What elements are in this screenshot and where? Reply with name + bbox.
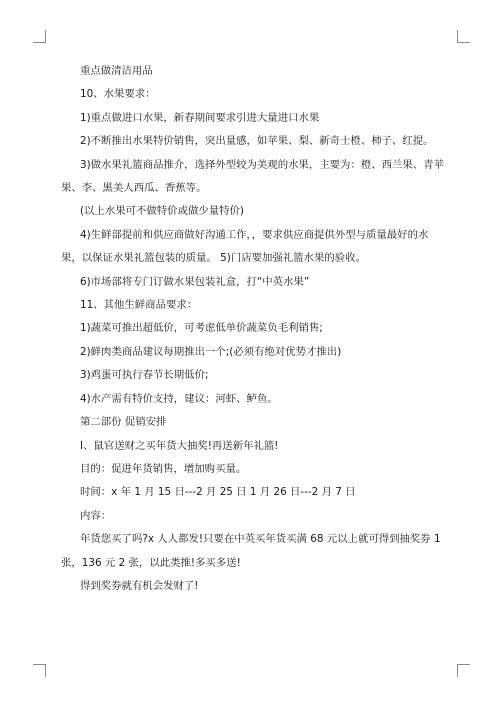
paragraph: 1)蔬菜可推出超低价，可考虑低单价蔬菜负毛利销售;: [80, 322, 323, 335]
paragraph: 年货您买了吗?x 人人都发!只要在中英买年货买满 68 元以上就可得到抽奖券 1 张，136 元 2 张，以此类推!多买多送!: [61, 533, 441, 569]
paragraph: 4)水产需有特价支持，建议：河虾、鲈鱼。: [80, 392, 278, 405]
paragraph: 1)重点做进口水果，新春期间要求引进大量进口水果: [80, 111, 320, 124]
paragraph: 内容：: [80, 509, 112, 522]
paragraph: 时间：x 年 1 月 15 日---2 月 25 日 1 月 26 日---2 月 7 日: [80, 486, 356, 499]
paragraph: 重点做清洁用品: [80, 65, 153, 77]
paragraph: 6)市场部将专门订做水果包装礼盒，打“中英水果”: [80, 275, 310, 288]
paragraph: 目的：促进年货销售，增加购买量。: [80, 462, 247, 475]
paragraph: I、鼠官送财之买年货大抽奖!再送新年礼篮!: [80, 439, 279, 452]
paragraph: 4)生鲜部提前和供应商做好沟通工作，，要求供应商提供外型与质量最好的水果，以保证水果礼篮包装的质量。 5)门店要加强礼篮水果的验收。: [61, 228, 429, 265]
paragraph: 3)做水果礼篮商品推介，选择外型较为美观的水果，主要为：橙、西兰果、青苹果、李、黑美人西瓜、香蕉等。: [61, 158, 444, 195]
paragraph: 2)鲜肉类商品建议每期推出一个;(必须有绝对优势才推出): [80, 345, 342, 358]
document-body: [61, 60, 445, 598]
section-heading: 10、水果要求：: [80, 88, 156, 101]
paragraph: 2)不断推出水果特价销售，突出量感，如苹果、梨、新奇士橙、柿子、红提。: [80, 135, 434, 148]
crop-mark-top-right: [457, 30, 470, 43]
paragraph: (以上水果可不做特价或做少量特价): [80, 205, 244, 218]
paragraph: 得到奖券就有机会发财了!: [80, 579, 199, 592]
section-heading: 11、其他生鲜商品要求：: [80, 299, 198, 312]
paragraph: 3)鸡蛋可执行春节长期低价;: [80, 369, 209, 382]
crop-mark-bottom-right: [457, 664, 470, 677]
crop-mark-bottom-left: [33, 664, 46, 677]
crop-mark-top-left: [33, 30, 46, 43]
section-heading: 第二部份 促销安排: [80, 416, 167, 429]
